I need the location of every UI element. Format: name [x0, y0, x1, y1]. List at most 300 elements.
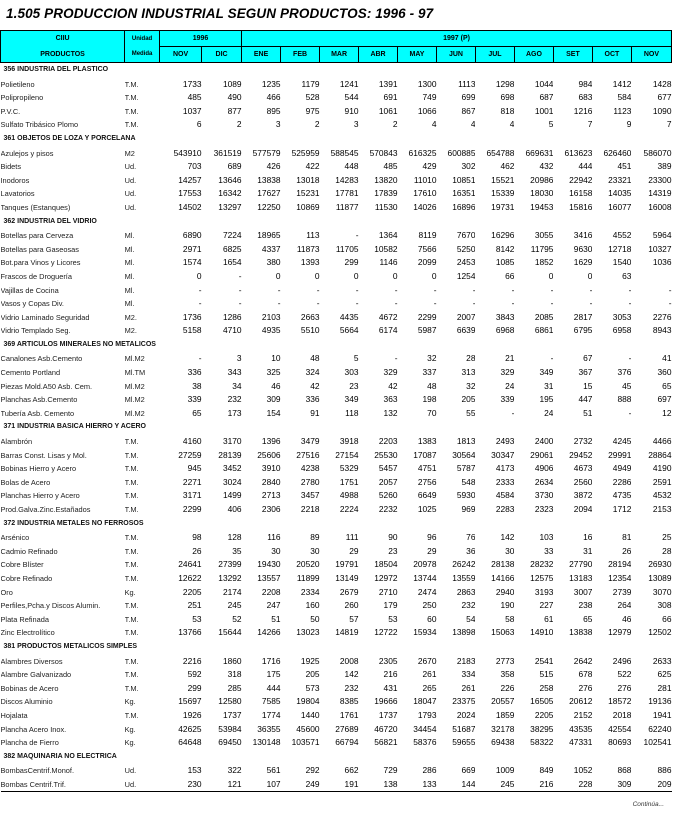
- value-cell: 3416: [573, 230, 593, 241]
- value-cell: 1440: [300, 709, 320, 720]
- value-cell: 367: [578, 367, 593, 378]
- value-cell: -: [628, 407, 632, 418]
- value-cell: 54: [466, 613, 476, 624]
- value-cell: 0: [548, 270, 554, 281]
- value-cell: -: [394, 353, 398, 364]
- unit-of-measure: Ml.M2: [124, 395, 145, 405]
- value-cell: 945: [187, 463, 202, 474]
- value-cell: 4949: [612, 463, 632, 474]
- value-cell: 12972: [374, 572, 398, 583]
- value-cell: 1852: [534, 257, 554, 268]
- value-cell: 0: [196, 270, 202, 281]
- value-cell: 4988: [339, 490, 359, 501]
- value-cell: 3: [353, 119, 359, 130]
- header-year-1996: 1996: [160, 31, 242, 47]
- value-cell: 13292: [218, 572, 242, 583]
- section-header-row: [1, 132, 672, 147]
- value-cell: 570843: [369, 147, 398, 158]
- product-name: Sulfato Tribásico Plomo: [0, 120, 79, 130]
- table-body: [1, 63, 672, 792]
- value-cell: 2496: [612, 655, 632, 666]
- value-cell: 14166: [491, 572, 515, 583]
- value-cell: 3193: [534, 586, 554, 597]
- value-cell: 265: [422, 682, 437, 693]
- value-cell: 3007: [573, 586, 593, 597]
- unit-of-measure: T.M.: [124, 106, 139, 116]
- table-row: [1, 723, 672, 737]
- value-cell: 116: [267, 532, 281, 543]
- value-cell: 380: [266, 257, 281, 268]
- value-cell: 69450: [218, 737, 242, 748]
- value-cell: 1736: [182, 311, 202, 322]
- value-cell: 18572: [608, 696, 632, 707]
- table-row: [1, 160, 672, 174]
- value-cell: 2634: [534, 476, 554, 487]
- value-cell: 485: [187, 92, 202, 103]
- value-cell: 56821: [374, 737, 398, 748]
- value-cell: 69438: [491, 737, 515, 748]
- value-cell: 3457: [300, 490, 320, 501]
- value-cell: 31: [544, 380, 554, 391]
- value-cell: 5987: [417, 325, 437, 336]
- value-cell: 600885: [447, 147, 476, 158]
- product-name: Vajillas de Cocina: [0, 285, 59, 295]
- value-cell: 4751: [417, 463, 437, 474]
- value-cell: 46: [271, 380, 281, 391]
- value-cell: 389: [657, 161, 672, 172]
- unit-of-measure: Ml.M2: [124, 381, 145, 391]
- table-row: [1, 174, 672, 188]
- value-cell: 4935: [261, 325, 281, 336]
- product-name: Hojalata: [0, 710, 28, 720]
- value-cell: 336: [305, 394, 320, 405]
- value-cell: 431: [383, 682, 398, 693]
- table-row: [1, 256, 672, 270]
- value-cell: 363: [383, 394, 398, 405]
- value-cell: 29991: [608, 449, 632, 460]
- value-cell: 548: [461, 476, 476, 487]
- value-cell: 5329: [339, 463, 359, 474]
- value-cell: -: [589, 284, 593, 295]
- unit-of-measure: Kg.: [124, 724, 136, 734]
- value-cell: 3910: [261, 463, 281, 474]
- value-cell: 4: [431, 119, 437, 130]
- product-name: Canalones Asb.Cemento: [0, 354, 83, 364]
- value-cell: 20520: [296, 559, 320, 570]
- value-cell: 51687: [452, 723, 476, 734]
- value-cell: 26: [622, 545, 632, 556]
- value-cell: 286: [422, 765, 437, 776]
- value-cell: 429: [422, 161, 437, 172]
- value-cell: 349: [539, 367, 554, 378]
- product-name: Bobinas Hierro y Acero: [0, 464, 77, 474]
- value-cell: -: [198, 353, 202, 364]
- value-cell: 5930: [456, 490, 476, 501]
- value-cell: 61: [544, 613, 554, 624]
- value-cell: 51: [271, 613, 281, 624]
- value-cell: 308: [657, 600, 672, 611]
- value-cell: 426: [266, 161, 281, 172]
- product-name: Discos Aluminio: [0, 697, 53, 707]
- value-cell: 5457: [378, 463, 398, 474]
- value-cell: 41: [662, 353, 672, 364]
- value-cell: -: [394, 298, 398, 309]
- value-cell: 3918: [339, 436, 359, 447]
- value-cell: 2218: [300, 504, 320, 514]
- value-cell: 144: [437, 778, 476, 792]
- value-cell: 0: [353, 270, 359, 281]
- product-name: Oro: [0, 587, 13, 597]
- value-cell: 0: [431, 270, 437, 281]
- value-cell: 58376: [413, 737, 437, 748]
- value-cell: 15231: [296, 188, 320, 199]
- value-cell: 2400: [534, 436, 554, 447]
- header-month: OCT: [592, 47, 631, 63]
- value-cell: 190: [500, 600, 515, 611]
- value-cell: 689: [227, 161, 242, 172]
- value-cell: 28138: [491, 559, 515, 570]
- value-cell: 729: [383, 765, 398, 776]
- value-cell: 2224: [339, 504, 359, 514]
- value-cell: 16505: [530, 696, 554, 707]
- value-cell: 30: [271, 545, 281, 556]
- table-row: [1, 393, 672, 407]
- value-cell: 58: [505, 613, 515, 624]
- value-cell: 361519: [213, 147, 242, 158]
- value-cell: 2560: [573, 476, 593, 487]
- table-row: [1, 78, 672, 92]
- product-name: Bombas Centrif.Trif.: [1, 778, 125, 792]
- value-cell: 2591: [652, 476, 672, 487]
- table-row: [1, 201, 672, 215]
- section-title: 371 INDUSTRIA BASICA HIERRO Y ACERO: [3, 423, 146, 431]
- value-cell: 276: [578, 682, 593, 693]
- value-cell: 697: [657, 394, 672, 405]
- value-cell: 34: [232, 380, 242, 391]
- value-cell: 160: [305, 600, 320, 611]
- value-cell: 1037: [182, 105, 202, 116]
- value-cell: 10582: [374, 243, 398, 254]
- value-cell: 19453: [530, 201, 554, 212]
- value-cell: 584: [617, 92, 632, 103]
- value-cell: 13559: [452, 572, 476, 583]
- value-cell: 16008: [648, 201, 672, 212]
- value-cell: 23300: [648, 174, 672, 185]
- value-cell: 0: [392, 270, 398, 281]
- value-cell: 1540: [612, 257, 632, 268]
- value-cell: 133: [398, 778, 437, 792]
- unit-of-measure: T.M.: [124, 614, 139, 624]
- value-cell: 577579: [252, 147, 281, 158]
- value-cell: 6958: [612, 325, 632, 336]
- table-row: [1, 503, 672, 517]
- unit-of-measure: Ud.: [124, 189, 137, 199]
- value-cell: 11010: [413, 174, 437, 185]
- value-cell: 33: [544, 545, 554, 556]
- value-cell: 525959: [291, 147, 320, 158]
- value-cell: 1364: [378, 230, 398, 241]
- value-cell: 22942: [569, 174, 593, 185]
- value-cell: 2453: [456, 257, 476, 268]
- table-row: [1, 489, 672, 503]
- table-row: [1, 545, 672, 559]
- value-cell: 29: [427, 545, 437, 556]
- table-row: [1, 778, 672, 792]
- value-cell: 309: [592, 778, 631, 792]
- unit-of-measure: Ml.M2: [124, 354, 145, 364]
- value-cell: 2299: [182, 504, 202, 514]
- value-cell: 13297: [218, 201, 242, 212]
- value-cell: 515: [539, 669, 554, 680]
- value-cell: 29452: [569, 449, 593, 460]
- value-cell: -: [511, 284, 515, 295]
- value-cell: 4245: [612, 436, 632, 447]
- table-row: [1, 531, 672, 545]
- header-productos: PRODUCTOS: [1, 47, 125, 63]
- value-cell: 24: [505, 380, 515, 391]
- value-cell: -: [238, 270, 242, 281]
- value-cell: -: [472, 298, 476, 309]
- value-cell: -: [550, 353, 554, 364]
- value-cell: 14319: [648, 188, 672, 199]
- value-cell: 3452: [222, 463, 242, 474]
- value-cell: 2232: [378, 504, 398, 514]
- value-cell: 27259: [178, 449, 202, 460]
- value-cell: 67: [583, 353, 593, 364]
- value-cell: 1813: [456, 436, 476, 447]
- value-cell: 888: [617, 394, 632, 405]
- value-cell: 128: [227, 532, 242, 543]
- table-row: [1, 476, 672, 490]
- value-cell: 14026: [413, 201, 437, 212]
- table-row: [1, 613, 672, 627]
- value-cell: 573: [305, 682, 320, 693]
- product-name: P.V.C.: [0, 106, 21, 116]
- value-cell: 28: [466, 353, 476, 364]
- value-cell: 232: [461, 600, 476, 611]
- value-cell: 19791: [335, 559, 359, 570]
- value-cell: 18047: [413, 696, 437, 707]
- value-cell: 1774: [261, 709, 281, 720]
- value-cell: 26: [192, 545, 202, 556]
- value-cell: 28194: [608, 559, 632, 570]
- product-name: Cobre Blíster: [0, 560, 44, 570]
- value-cell: 9: [626, 119, 632, 130]
- value-cell: 616325: [408, 147, 437, 158]
- value-cell: 3730: [534, 490, 554, 501]
- value-cell: 251: [187, 600, 202, 611]
- section-title: 372 INDUSTRIA METALES NO FERROSOS: [3, 519, 144, 527]
- value-cell: 45600: [296, 723, 320, 734]
- header-month: AGO: [514, 47, 553, 63]
- table-row: [1, 709, 672, 723]
- product-name: Cobre Refinado: [0, 573, 53, 583]
- value-cell: 336: [187, 367, 202, 378]
- value-cell: 205: [461, 394, 476, 405]
- value-cell: 281: [657, 682, 672, 693]
- value-cell: 27689: [335, 723, 359, 734]
- value-cell: 2541: [534, 655, 554, 666]
- value-cell: 16342: [218, 188, 242, 199]
- value-cell: 21: [505, 353, 515, 364]
- value-cell: -: [355, 284, 359, 295]
- value-cell: 25: [662, 532, 672, 543]
- value-cell: 984: [578, 78, 593, 89]
- value-cell: 12250: [257, 201, 281, 212]
- value-cell: 8119: [418, 230, 437, 241]
- product-name: Piezas Mold.A50 Asb. Cem.: [0, 381, 93, 391]
- value-cell: -: [355, 230, 359, 241]
- value-cell: 2286: [612, 476, 632, 487]
- value-cell: 678: [578, 669, 593, 680]
- value-cell: 669631: [525, 147, 554, 158]
- value-cell: 749: [422, 92, 437, 103]
- value-cell: -: [198, 284, 202, 295]
- value-cell: 462: [500, 161, 515, 172]
- product-name: Plancha Acero Inox.: [0, 724, 67, 734]
- value-cell: 11705: [335, 243, 359, 254]
- value-cell: -: [433, 284, 437, 295]
- value-cell: 613623: [564, 147, 593, 158]
- value-cell: 4673: [573, 463, 593, 474]
- value-cell: 2183: [456, 655, 476, 666]
- value-cell: 2493: [495, 436, 515, 447]
- value-cell: -: [550, 284, 554, 295]
- value-cell: 14283: [335, 174, 359, 185]
- value-cell: 13183: [569, 572, 593, 583]
- value-cell: 358: [500, 669, 515, 680]
- value-cell: 1052: [573, 765, 593, 776]
- value-cell: 292: [305, 765, 320, 776]
- value-cell: 2205: [534, 709, 554, 720]
- value-cell: 7: [587, 119, 593, 130]
- value-cell: 19136: [648, 696, 672, 707]
- value-cell: 32178: [491, 723, 515, 734]
- value-cell: 849: [539, 765, 554, 776]
- value-cell: 16158: [569, 188, 593, 199]
- value-cell: 910: [344, 105, 359, 116]
- product-name: BombasCentrif.Monof.: [0, 766, 75, 776]
- value-cell: 2323: [534, 504, 554, 514]
- product-name: Vidrio Laminado Seguridad: [0, 312, 90, 322]
- value-cell: 12: [662, 407, 672, 418]
- value-cell: -: [589, 298, 593, 309]
- unit-of-measure: Kg.: [124, 697, 136, 707]
- table-row: [1, 695, 672, 709]
- value-cell: 2642: [573, 655, 593, 666]
- value-cell: 20986: [530, 174, 554, 185]
- unit-of-measure: Ml.: [124, 231, 135, 241]
- unit-of-measure: T.M.: [124, 437, 139, 447]
- value-cell: 322: [227, 765, 242, 776]
- value-cell: 90: [388, 532, 398, 543]
- value-cell: 12575: [530, 572, 554, 583]
- value-cell: 42554: [608, 723, 632, 734]
- product-name: Zinc Electrolítico: [0, 628, 55, 638]
- value-cell: 1241: [339, 78, 359, 89]
- value-cell: 818: [500, 105, 515, 116]
- table-row: [1, 352, 672, 366]
- unit-of-measure: Ud.: [125, 778, 160, 792]
- value-cell: 2271: [182, 476, 202, 487]
- unit-of-measure: T.M.: [124, 505, 139, 514]
- value-cell: 699: [461, 92, 476, 103]
- value-cell: 1089: [222, 78, 242, 89]
- value-cell: 154: [266, 407, 281, 418]
- value-cell: 5787: [456, 463, 476, 474]
- value-cell: 447: [578, 394, 593, 405]
- value-cell: 13018: [296, 174, 320, 185]
- product-name: Vasos y Copas Div.: [0, 299, 64, 309]
- value-cell: 3: [275, 119, 281, 130]
- value-cell: 3070: [652, 586, 672, 597]
- value-cell: 13820: [374, 174, 398, 185]
- value-cell: 18504: [374, 559, 398, 570]
- value-cell: 29061: [530, 449, 554, 460]
- value-cell: 8142: [495, 243, 515, 254]
- value-cell: 683: [578, 92, 593, 103]
- value-cell: 31: [583, 545, 593, 556]
- value-cell: 1036: [652, 257, 672, 268]
- value-cell: 5964: [652, 230, 672, 241]
- value-cell: 2817: [573, 311, 593, 322]
- value-cell: 1629: [573, 257, 593, 268]
- value-cell: 4190: [652, 463, 672, 474]
- value-cell: 276: [617, 682, 632, 693]
- value-cell: 4337: [261, 243, 281, 254]
- section-title: 369 ARTICULOS MINERALES NO METALICOS: [3, 340, 156, 348]
- value-cell: -: [277, 298, 281, 309]
- value-cell: 1396: [261, 436, 281, 447]
- value-cell: 57: [349, 613, 359, 624]
- header-month: MAY: [398, 47, 437, 63]
- value-cell: 1286: [222, 311, 242, 322]
- value-cell: 360: [657, 367, 672, 378]
- value-cell: 0: [314, 270, 320, 281]
- value-cell: 27516: [296, 449, 320, 460]
- value-cell: 432: [539, 161, 554, 172]
- header-month: DIC: [202, 47, 242, 63]
- product-name: Bolas de Acero: [0, 477, 51, 487]
- value-cell: 1391: [378, 78, 398, 89]
- value-cell: 25530: [374, 449, 398, 460]
- product-name: Bot.para Vinos y Licores: [0, 258, 81, 268]
- product-name: Alambres Diversos: [0, 656, 63, 666]
- value-cell: 53: [388, 613, 398, 624]
- value-cell: 30: [310, 545, 320, 556]
- value-cell: 3171: [182, 490, 202, 501]
- value-cell: 14266: [257, 627, 281, 638]
- value-cell: 466: [266, 92, 281, 103]
- value-cell: 1025: [417, 504, 437, 514]
- value-cell: 261: [461, 682, 476, 693]
- value-cell: 59655: [452, 737, 476, 748]
- value-cell: 2: [314, 119, 320, 130]
- value-cell: 65: [662, 380, 672, 391]
- section-title: 382 MAQUINARIA NO ELECTRICA: [3, 752, 117, 760]
- value-cell: 1066: [417, 105, 437, 116]
- value-cell: 16896: [452, 201, 476, 212]
- value-cell: 1793: [417, 709, 437, 720]
- table-row: [1, 270, 672, 284]
- value-cell: 103: [539, 532, 554, 543]
- value-cell: 299: [344, 257, 359, 268]
- value-cell: 205: [305, 669, 320, 680]
- unit-of-measure: Ud.: [124, 175, 137, 185]
- value-cell: 16077: [608, 201, 632, 212]
- unit-of-measure: Ml.: [124, 244, 135, 254]
- header-month: JUN: [437, 47, 476, 63]
